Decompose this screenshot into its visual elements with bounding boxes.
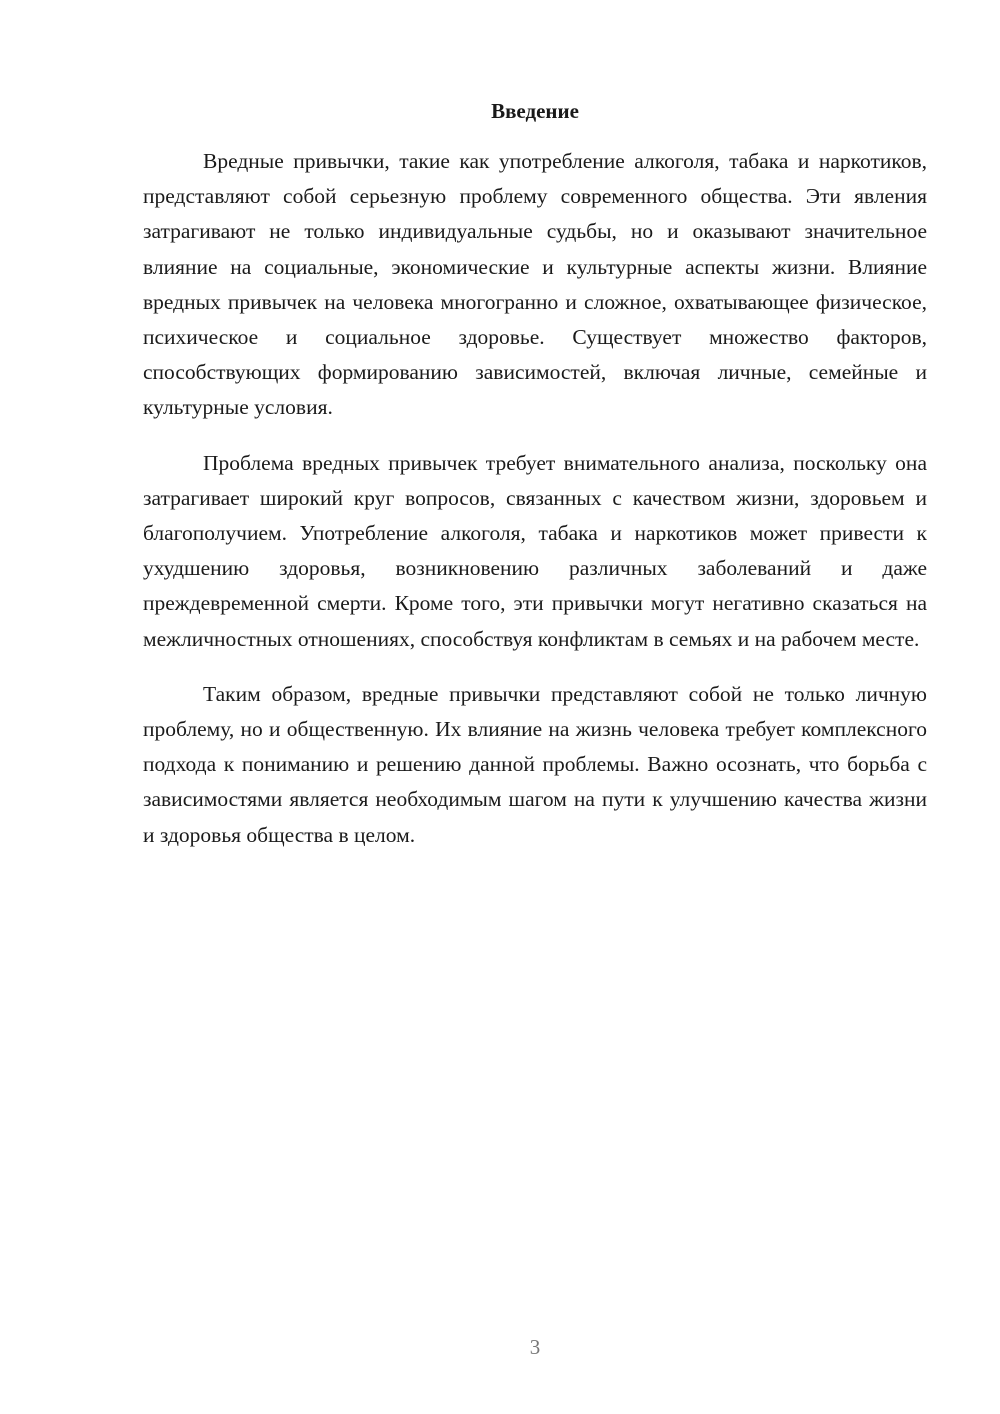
page-number: 3 bbox=[529, 1335, 541, 1359]
paragraph-1: Вредные привычки, такие как употребление алкоголя, табака и наркотиков, представляют собой серьезную проблему современного общества. Эти явления затрагивают не только индивидуальные судьбы, но и оказывают значительное влияние на социальные, экономические и культурные аспекты жизни. Влияние вредных привычек на человека многогранно и сложное, охватывающее физическое, психическое и социальное здоровье. Существует множество факторов, способствующих формированию зависимостей, включая личные, семейные и культурные условия. bbox=[143, 149, 927, 420]
paragraph-3: Таким образом, вредные привычки представляют собой не только личную проблему, но и общественную. Их влияние на жизнь человека требует комплексного подхода к пониманию и решению данной проблемы. Важно осознать, что борьба с зависимостями является необходимым шагом на пути к улучшению качества жизни и здоровья общества в целом. bbox=[143, 681, 927, 847]
document-body bbox=[143, 144, 927, 873]
section-title: Введение bbox=[491, 99, 579, 123]
paragraph-2: Проблема вредных привычек требует внимательного анализа, поскольку она затрагивает широкий круг вопросов, связанных с качеством жизни, здоровьем и благополучием. Употребление алкоголя, табака и наркотиков может привести к ухудшению здоровья, возникновению различных заболеваний и даже преждевременной смерти. Кроме того, эти привычки могут негативно сказаться на межличностных отношениях, способствуя конфликтам в семьях и на рабочем месте. bbox=[143, 450, 927, 651]
